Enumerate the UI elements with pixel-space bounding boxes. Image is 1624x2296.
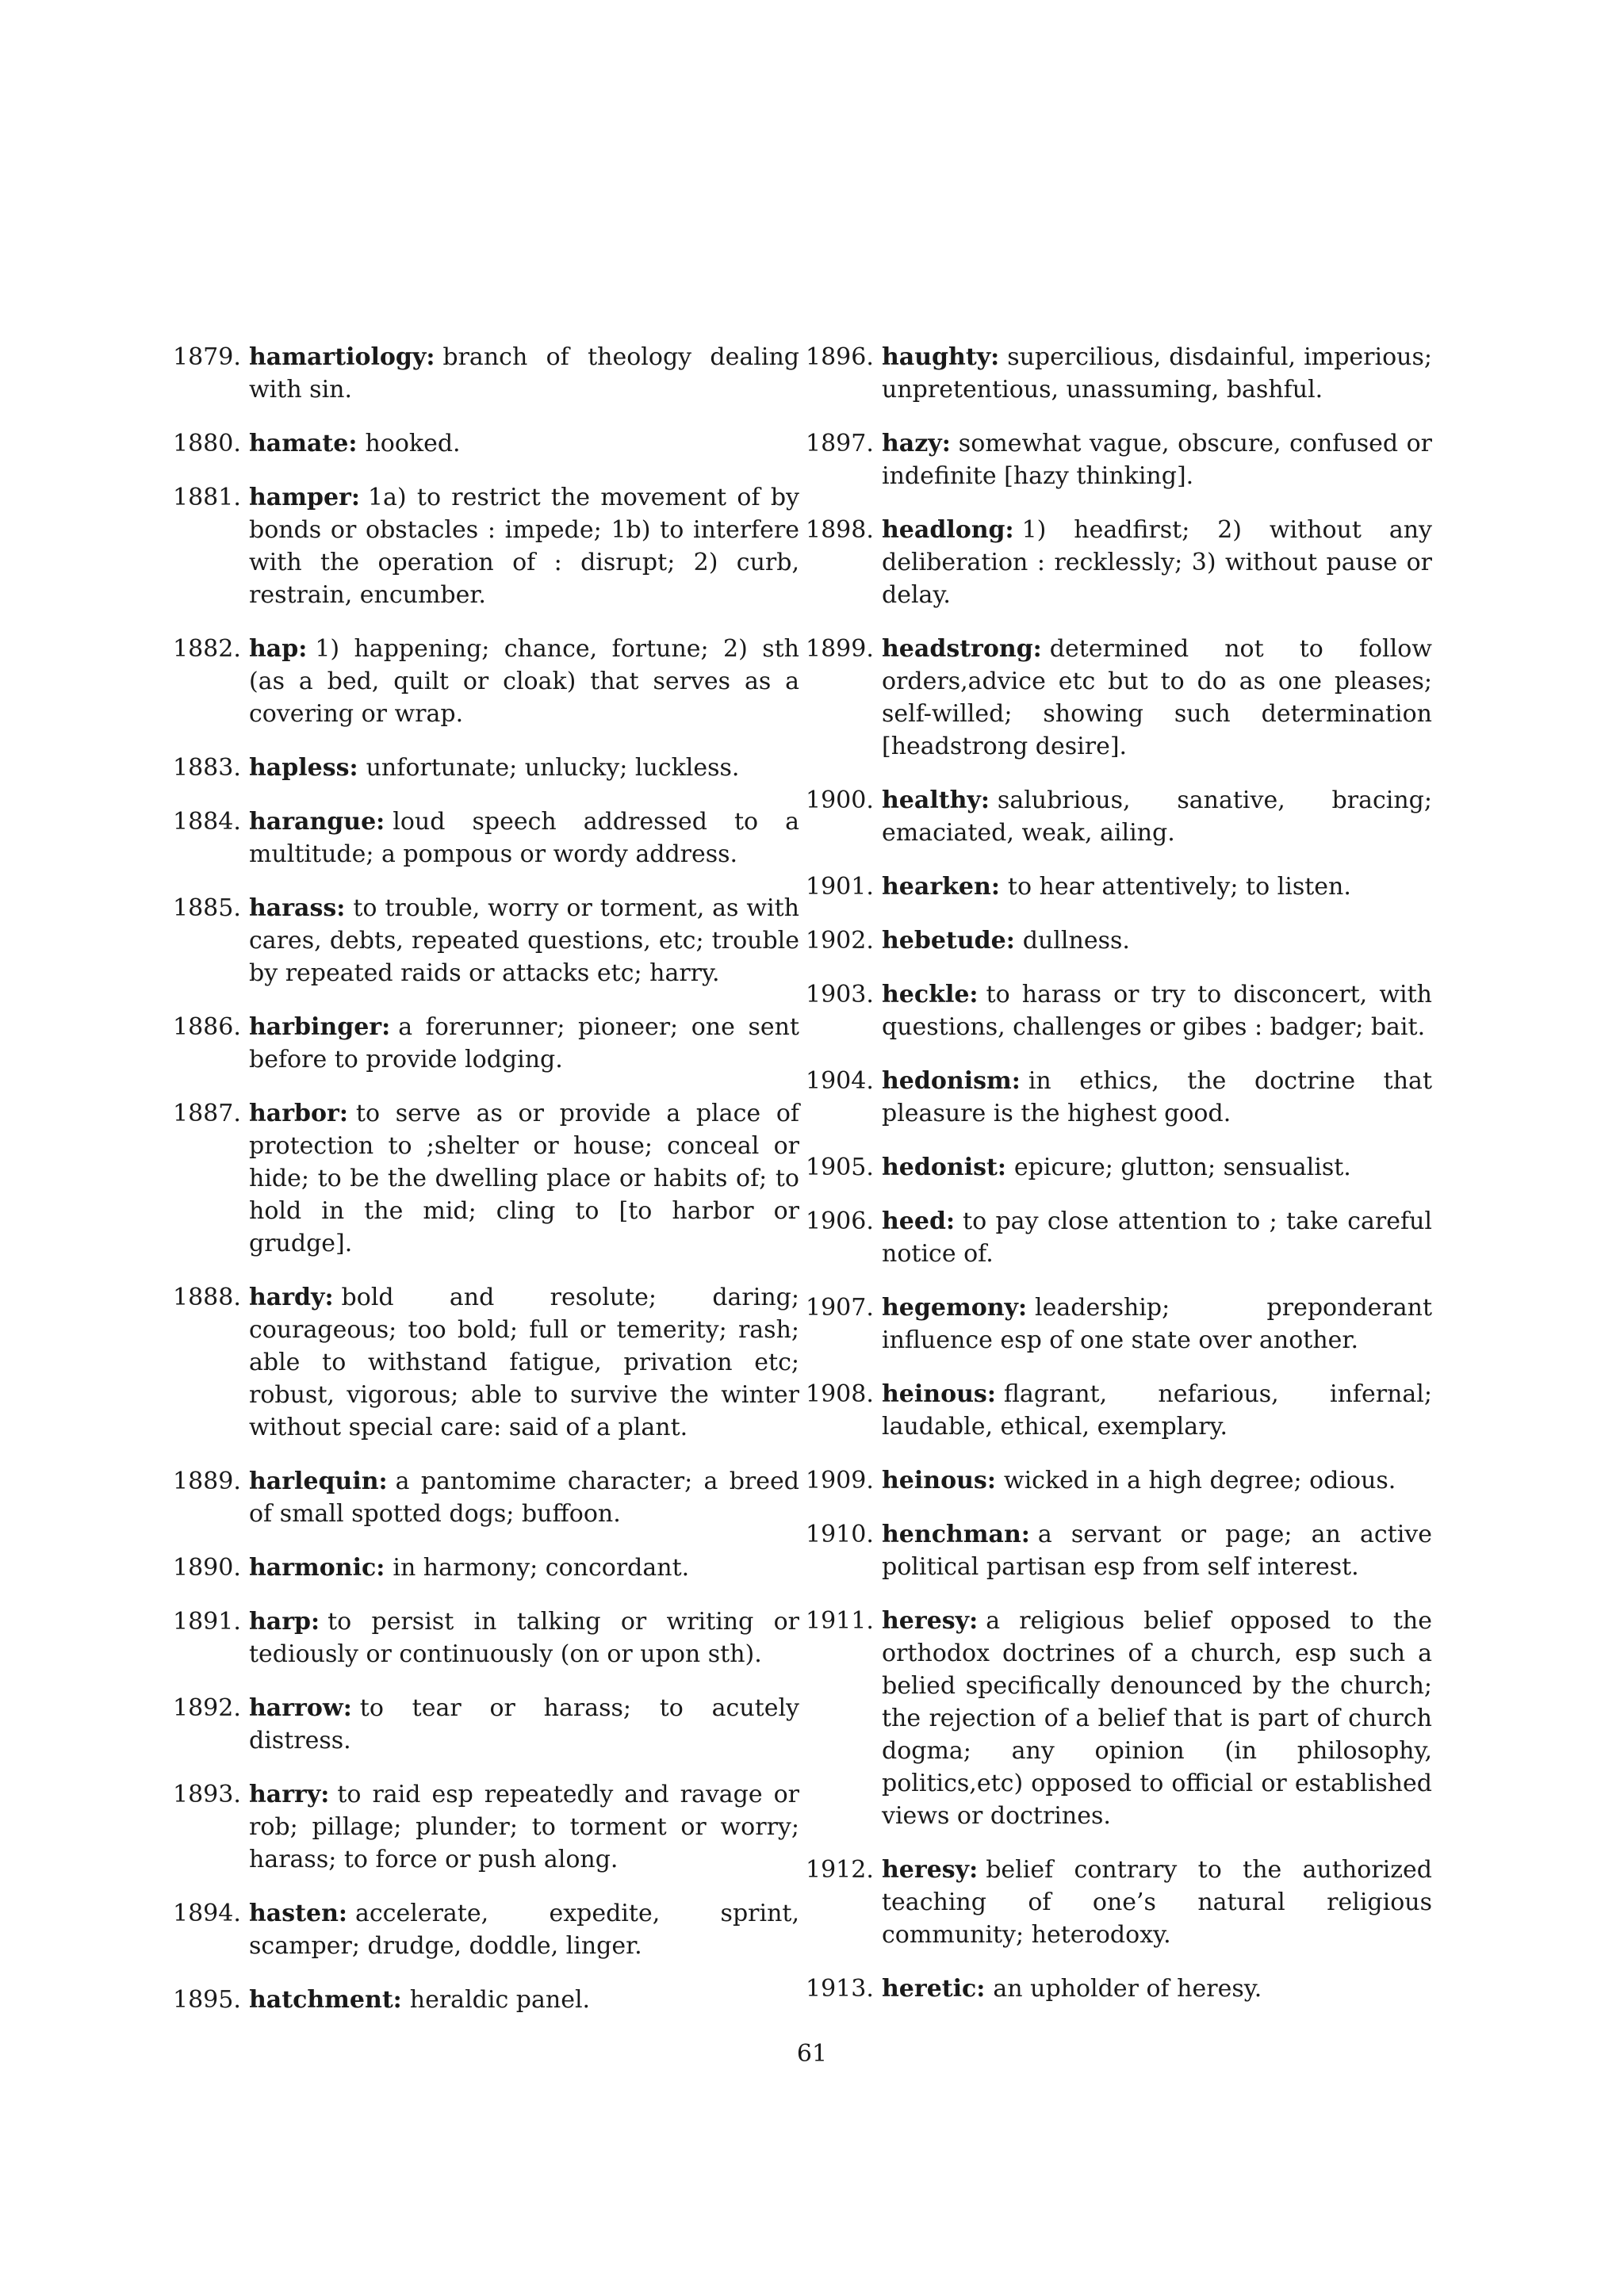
entry-term: hap: [249,635,308,663]
entry-number: 1899. [806,635,874,663]
entry-number: 1902. [806,927,874,955]
entry-term: harangue: [249,808,385,836]
dictionary-entry [806,427,1432,492]
entry-number: 1893. [173,1781,241,1808]
entry-term: heresy: [882,1607,979,1635]
dictionary-entry [173,1097,799,1260]
entry-definition: 1a) to restrict the movement of by bonds or obstacles : impede; 1b) to interfere with the operation of : disrupt; 2) curb, restrain, encumber. [249,484,799,609]
entry-definition: a servant or page; an active political partisan esp from self interest. [882,1521,1432,1581]
entry-definition: branch of theology dealing with sin. [249,343,799,404]
dictionary-entry [806,1292,1432,1357]
entry-term: headstrong: [882,635,1042,663]
entry-number: 1911. [806,1607,874,1635]
dictionary-entry [173,1281,799,1444]
dictionary-entry [173,481,799,611]
entry-definition: in ethics, the doctrine that pleasure is the highest good. [882,1067,1432,1127]
entry-term: harlequin: [249,1468,388,1495]
entry-definition: heraldic panel. [409,1986,591,2014]
entry-term: heed: [882,1207,956,1235]
dictionary-entry [173,1778,799,1876]
entry-term: heckle: [882,981,979,1008]
entry-number: 1907. [806,1294,874,1322]
entry-definition: in harmony; concordant. [393,1554,690,1582]
dictionary-entry [173,1692,799,1757]
entry-term: hegemony: [882,1294,1028,1322]
entry-number: 1901. [806,873,874,901]
entry-definition: flagrant, nefarious, infernal; laudable, ethical, exemplary. [882,1380,1432,1441]
entry-term: harry: [249,1781,330,1808]
entry-number: 1906. [806,1207,874,1235]
entry-definition: salubrious, sanative, bracing; emaciated, weak, ailing. [882,786,1432,847]
dictionary-entry [806,784,1432,849]
entry-number: 1912. [806,1856,874,1884]
entry-number: 1889. [173,1468,241,1495]
dictionary-entry [173,1465,799,1530]
entry-term: hazy: [882,430,951,457]
dictionary-entry [173,1605,799,1670]
entry-number: 1894. [173,1900,241,1927]
entry-definition: belief contrary to the authorized teaching of one’s natural religious community; heterodoxy. [882,1856,1432,1949]
entry-definition: bold and resolute; daring; courageous; too bold; full or temerity; rash; able to withstand fatigue, privation etc; robust, vigorous; able to survive the winter without special care: said of a plant. [249,1284,799,1441]
entry-definition: to trouble, worry or torment, as with cares, debts, repeated questions, etc; trouble by repeated raids or attacks etc; harry. [249,894,799,987]
entry-definition: to harass or try to disconcert, with questions, challenges or gibes : badger; bait. [882,981,1432,1041]
entry-definition: to raid esp repeatedly and ravage or rob; pillage; plunder; to torment or worry; harass; to force or push along. [249,1781,799,1873]
dictionary-entry [173,1984,799,2016]
entry-number: 1896. [806,343,874,371]
page-number: 61 [796,2040,828,2068]
entry-term: heinous: [882,1467,996,1494]
dictionary-entry [173,1011,799,1076]
entry-number: 1910. [806,1521,874,1548]
dictionary-entry [173,752,799,784]
entry-term: hardy: [249,1284,334,1311]
entry-number: 1895. [173,1986,241,2014]
entry-term: harbinger: [249,1013,391,1041]
entry-definition: to serve as or provide a place of protection to ;shelter or house; conceal or hide; to be the dwelling place or habits of; to hold in the mid; cling to [to harbor or grudge]. [249,1100,799,1257]
entry-definition: supercilious, disdainful, imperious; unpretentious, unassuming, bashful. [882,343,1432,404]
entry-definition: 1) headfirst; 2) without any deliberation : recklessly; 3) without pause or delay. [882,516,1432,609]
entry-term: harass: [249,894,346,922]
entry-number: 1909. [806,1467,874,1494]
entry-definition: wicked in a high degree; odious. [1003,1467,1396,1494]
entry-number: 1879. [173,343,241,371]
dictionary-entry [806,1518,1432,1583]
entry-definition: unfortunate; unlucky; luckless. [366,754,740,782]
entry-number: 1904. [806,1067,874,1095]
entry-number: 1890. [173,1554,241,1582]
entry-number: 1891. [173,1608,241,1636]
entry-term: henchman: [882,1521,1030,1548]
entry-number: 1905. [806,1154,874,1181]
dictionary-entry [173,427,799,460]
entry-term: hedonism: [882,1067,1021,1095]
entry-definition: to hear attentively; to listen. [1007,873,1351,901]
entry-number: 1898. [806,516,874,544]
entry-definition: to persist in talking or writing or tediously or continuously (on or upon sth). [249,1608,799,1668]
entry-term: hebetude: [882,927,1015,955]
dictionary-entry [806,341,1432,406]
entry-definition: to pay close attention to ; take careful notice of. [882,1207,1432,1268]
dictionary-entry [806,1854,1432,1951]
entry-definition: hooked. [365,430,461,457]
entry-term: heinous: [882,1380,996,1408]
entry-number: 1897. [806,430,874,457]
entry-definition: a religious belief opposed to the orthodox doctrines of a church, esp such a belied specifically denounced by the church; the rejection of a belief that is part of church dogma; any opinion (in philosophy, politics,etc) opposed to official or established views or doctrines. [882,1607,1432,1830]
entry-term: hedonist: [882,1154,1006,1181]
entry-term: hamate: [249,430,358,457]
dictionary-entry [806,1973,1432,2005]
entry-term: hapless: [249,754,358,782]
entry-definition: leadership; preponderant influence esp of one state over another. [882,1294,1432,1354]
dictionary-entry [806,1151,1432,1184]
right-column [806,341,1432,2026]
entry-definition: determined not to follow orders,advice etc but to do as one pleases; self-willed; showing such determination [headstrong desire]. [882,635,1432,760]
entry-term: hearken: [882,873,1000,901]
entry-number: 1908. [806,1380,874,1408]
dictionary-entry [806,1605,1432,1832]
entry-term: heretic: [882,1975,986,2003]
entry-definition: dullness. [1022,927,1130,955]
entry-term: harbor: [249,1100,348,1127]
dictionary-entry [173,633,799,730]
dictionary-entry [806,1378,1432,1443]
dictionary-entry [806,1464,1432,1497]
dictionary-entry [173,1552,799,1584]
entry-definition: somewhat vague, obscure, confused or indefinite [hazy thinking]. [882,430,1432,490]
entry-definition: an upholder of heresy. [993,1975,1262,2003]
entry-term: harmonic: [249,1554,385,1582]
entry-number: 1884. [173,808,241,836]
entry-number: 1886. [173,1013,241,1041]
dictionary-entry [806,1065,1432,1130]
entry-number: 1883. [173,754,241,782]
entry-definition: a pantomime character; a breed of small spotted dogs; buffoon. [249,1468,799,1528]
entry-term: hatchment: [249,1986,402,2014]
entry-definition: 1) happening; chance, fortune; 2) sth (as a bed, quilt or cloak) that serves as a covering or wrap. [249,635,799,728]
entry-number: 1887. [173,1100,241,1127]
dictionary-entry [806,633,1432,763]
entry-number: 1882. [173,635,241,663]
entry-term: hasten: [249,1900,347,1927]
dictionary-entry [173,892,799,989]
entry-number: 1900. [806,786,874,814]
dictionary-entry [806,871,1432,903]
dictionary-entry [173,341,799,406]
dictionary-entry [806,924,1432,957]
entry-number: 1885. [173,894,241,922]
entry-definition: a forerunner; pioneer; one sent before to provide lodging. [249,1013,799,1073]
dictionary-entry [173,806,799,871]
entry-term: headlong: [882,516,1014,544]
entry-number: 1881. [173,484,241,511]
entry-term: healthy: [882,786,990,814]
entry-term: heresy: [882,1856,979,1884]
dictionary-entry [173,1897,799,1962]
entry-number: 1913. [806,1975,874,2003]
entry-number: 1903. [806,981,874,1008]
dictionary-entry [806,514,1432,611]
entry-term: harp: [249,1608,320,1636]
dictionary-entry [806,978,1432,1043]
entry-definition: epicure; glutton; sensualist. [1013,1154,1351,1181]
entry-definition: to tear or harass; to acutely distress. [249,1694,799,1755]
entry-number: 1880. [173,430,241,457]
entry-number: 1888. [173,1284,241,1311]
left-column [173,341,799,2038]
entry-term: harrow: [249,1694,352,1722]
dictionary-entry [806,1205,1432,1270]
entry-number: 1892. [173,1694,241,1722]
entry-term: hamartiology: [249,343,435,371]
entry-definition: loud speech addressed to a multitude; a pompous or wordy address. [249,808,799,868]
entry-definition: accelerate, expedite, sprint, scamper; drudge, doddle, linger. [249,1900,799,1960]
entry-term: hamper: [249,484,360,511]
entry-term: haughty: [882,343,1000,371]
